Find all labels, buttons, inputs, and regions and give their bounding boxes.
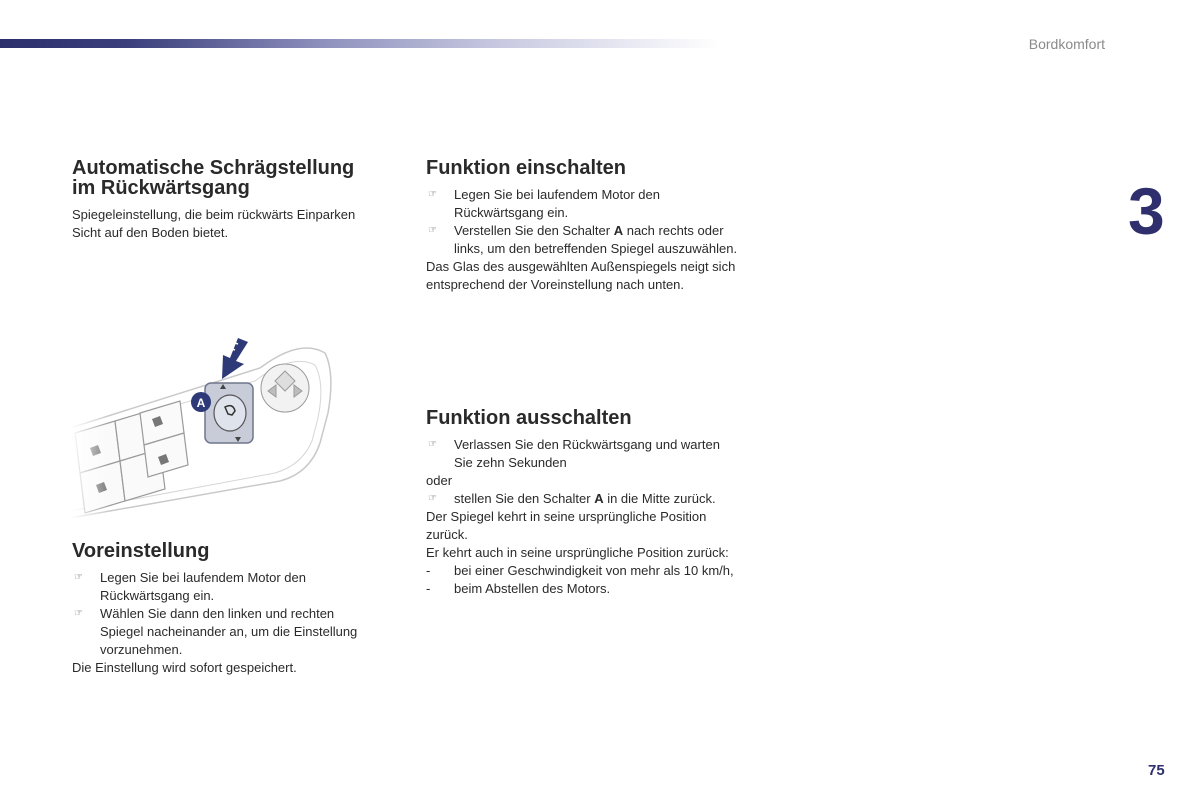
hand-pointer-icon: ☞ [74,572,83,583]
on-b1-line2: Rückwärtsgang ein. [454,205,569,220]
heading-auto-tilt-line2: im Rückwärtsgang [72,177,250,199]
preset-b2-line1: Wählen Sie dann den linken und rechten [100,606,335,621]
list-item [426,186,766,222]
preset-b1-line2: Rückwärtsgang ein. [100,588,215,603]
preset-b2-line3: vorzunehmen. [100,642,183,657]
off-b2-bold: A [594,491,604,506]
activate-note [426,258,766,294]
preset-section [72,541,392,677]
preset-b1-line1: Legen Sie bei laufendem Motor den [100,570,306,585]
on-b1-line1: Legen Sie bei laufendem Motor den [454,187,660,202]
on-b2-post: nach rechts oder [623,223,724,238]
heading-auto-tilt [72,158,392,198]
page-number: 75 [1148,762,1165,779]
intro-line1: Spiegeleinstellung, die beim rückwärts Einparken [72,207,356,222]
list-item [426,562,766,580]
preset-b2-line2: Spiegel nacheinander an, um die Einstellung [100,624,358,639]
heading-activate: Funktion einschalten [426,157,627,179]
on-b2-line2: links, um den betreffenden Spiegel auszuwählen. [454,241,738,256]
mirror-switch-illustration [70,333,335,518]
activate-section [426,158,766,294]
hand-pointer-icon: ☞ [428,493,437,504]
preset-note: Die Einstellung wird sofort gespeichert. [72,660,297,675]
off-note1-line1: Der Spiegel kehrt in seine ursprüngliche Position [426,509,707,524]
preset-list [72,569,392,659]
heading-auto-tilt-line1: Automatische Schrägstellung [72,157,355,179]
list-item [72,605,392,659]
hand-pointer-icon: ☞ [428,189,437,200]
hand-pointer-icon: ☞ [428,225,437,236]
intro-text [72,206,392,242]
list-item [426,222,766,258]
intro-line2: Sicht auf den Boden bietet. [72,225,229,240]
hand-pointer-icon: ☞ [74,608,83,619]
deactivate-section [426,408,766,598]
on-b2-bold: A [613,223,624,238]
heading-preset: Voreinstellung [72,540,210,562]
section-title: Bordkomfort [1028,36,1105,52]
condition-list [426,562,766,598]
or-text: oder [426,473,453,488]
off-b2-pre: stellen Sie den Schalter [454,491,595,506]
dash-icon: - [426,563,431,578]
header-gradient-bar [0,39,720,48]
left-column-intro [72,158,392,242]
hand-pointer-icon: ☞ [428,439,437,450]
deactivate-note-2: Er kehrt auch in seine ursprüngliche Position zurück: [426,545,729,560]
off-dash1: bei einer Geschwindigkeit von mehr als 10 km/h, [454,563,734,578]
list-item [426,490,766,508]
activate-list [426,186,766,258]
off-dash2: beim Abstellen des Motors. [454,581,611,596]
on-note-line1: Das Glas des ausgewählten Außenspiegels neigt sich [426,259,736,274]
off-b1-line1: Verlassen Sie den Rückwärtsgang und warten [454,437,720,452]
on-note-line2: entsprechend der Voreinstellung nach unten. [426,277,685,292]
chapter-number: 3 [1128,174,1165,248]
off-note1-line2: zurück. [426,527,468,542]
deactivate-note-1 [426,508,766,544]
off-b2-post: in die Mitte zurück. [603,491,716,506]
on-b2-pre: Verstellen Sie den Schalter [454,223,614,238]
list-item [426,436,766,472]
off-b1-line2: Sie zehn Sekunden [454,455,567,470]
list-item [72,569,392,605]
heading-deactivate: Funktion ausschalten [426,407,632,429]
list-item [426,580,766,598]
deactivate-list-2 [426,490,766,508]
dash-icon: - [426,581,431,596]
deactivate-list [426,436,766,472]
